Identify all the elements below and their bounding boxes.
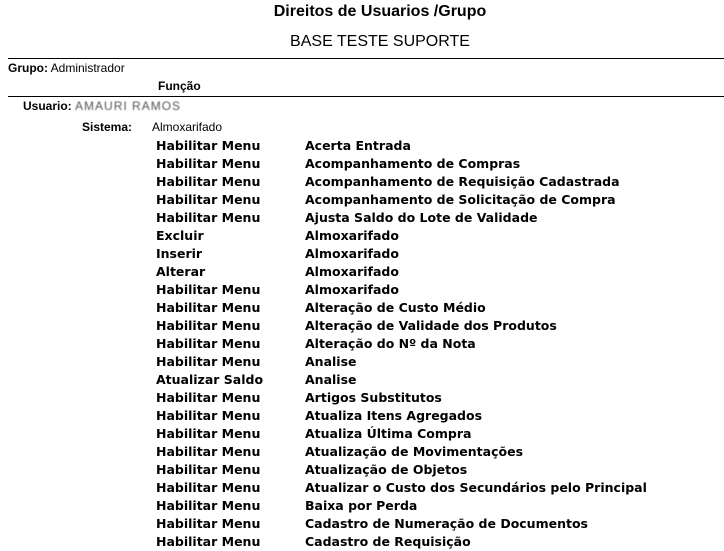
- function-name: Habilitar Menu: [156, 318, 261, 333]
- function-name: Habilitar Menu: [156, 480, 261, 495]
- menu-description: Acompanhamento de Compras: [305, 156, 521, 171]
- function-name: Habilitar Menu: [156, 498, 261, 513]
- function-name: Habilitar Menu: [156, 408, 261, 423]
- function-name: Habilitar Menu: [156, 174, 261, 189]
- list-item: [156, 515, 647, 533]
- menu-description: Baixa por Perda: [305, 498, 418, 513]
- menu-description: Almoxarifado: [305, 246, 399, 261]
- menu-description: Acerta Entrada: [305, 138, 411, 153]
- list-item: [156, 407, 647, 425]
- menu-description: Almoxarifado: [305, 264, 399, 279]
- list-item: [156, 353, 647, 371]
- list-item: [156, 461, 647, 479]
- column-divider: [8, 96, 724, 97]
- list-item: [156, 317, 647, 335]
- function-name: Habilitar Menu: [156, 390, 261, 405]
- function-name: Habilitar Menu: [156, 516, 261, 531]
- group-label: Grupo:: [8, 61, 48, 75]
- function-name: Habilitar Menu: [156, 300, 261, 315]
- menu-description: Cadastro de Numeração de Documentos: [305, 516, 588, 531]
- function-name: Habilitar Menu: [156, 462, 261, 477]
- group-value: Administrador: [50, 61, 125, 75]
- menu-description: Atualizar o Custo dos Secundários pelo Principal: [305, 480, 647, 495]
- menu-description: Artigos Substitutos: [305, 390, 442, 405]
- function-name: Habilitar Menu: [156, 336, 261, 351]
- function-name: Excluir: [156, 228, 204, 243]
- header-divider: [8, 58, 724, 59]
- report-title: Direitos de Usuarios /Grupo: [273, 3, 487, 20]
- menu-description: Alteração de Custo Médio: [305, 300, 486, 315]
- list-item: [156, 263, 647, 281]
- system-row: [82, 120, 222, 134]
- menu-description: Acompanhamento de Solicitação de Compra: [305, 192, 616, 207]
- menu-description: Acompanhamento de Requisição Cadastrada: [305, 174, 620, 189]
- list-item: [156, 533, 647, 551]
- system-label: Sistema:: [82, 120, 133, 134]
- list-item: [156, 281, 647, 299]
- list-item: [156, 299, 647, 317]
- menu-description: Atualiza Itens Agregados: [305, 408, 483, 423]
- menu-description: Analise: [305, 354, 357, 369]
- menu-description: Almoxarifado: [305, 228, 399, 243]
- list-item: [156, 389, 647, 407]
- function-name: Atualizar Saldo: [156, 372, 264, 387]
- report-subtitle: BASE TESTE SUPORTE: [290, 33, 470, 50]
- menu-description: Analise: [305, 372, 357, 387]
- list-item: [156, 155, 647, 173]
- function-name: Habilitar Menu: [156, 444, 261, 459]
- function-name: Habilitar Menu: [156, 138, 261, 153]
- function-name: Habilitar Menu: [156, 354, 261, 369]
- list-item: [156, 335, 647, 353]
- list-item: [156, 227, 647, 245]
- user-row: [23, 99, 181, 113]
- function-name: Habilitar Menu: [156, 534, 261, 549]
- menu-description: Atualização de Objetos: [305, 462, 468, 477]
- rights-list: [156, 137, 647, 551]
- list-item: [156, 425, 647, 443]
- function-name: Habilitar Menu: [156, 426, 261, 441]
- function-name: Inserir: [156, 246, 203, 261]
- function-name: Habilitar Menu: [156, 210, 261, 225]
- list-item: [156, 371, 647, 389]
- function-name: Alterar: [156, 264, 206, 279]
- user-value: AMAURI RAMOS: [75, 99, 182, 113]
- menu-description: Atualização de Movimentações: [305, 444, 524, 459]
- list-item: [156, 479, 647, 497]
- menu-description: Alteração do Nº da Nota: [305, 336, 476, 351]
- menu-description: Alteração de Validade dos Produtos: [305, 318, 557, 333]
- menu-description: Cadastro de Requisição: [305, 534, 471, 549]
- list-item: [156, 209, 647, 227]
- user-label: Usuario:: [23, 99, 72, 113]
- menu-description: Ajusta Saldo do Lote de Validade: [305, 210, 538, 225]
- list-item: [156, 191, 647, 209]
- list-item: [156, 245, 647, 263]
- function-name: Habilitar Menu: [156, 282, 261, 297]
- function-name: Habilitar Menu: [156, 156, 261, 171]
- list-item: [156, 173, 647, 191]
- menu-description: Almoxarifado: [305, 282, 399, 297]
- system-value: Almoxarifado: [152, 120, 223, 134]
- list-item: [156, 443, 647, 461]
- funcao-header: Função: [158, 79, 201, 93]
- function-name: Habilitar Menu: [156, 192, 261, 207]
- menu-description: Atualiza Última Compra: [305, 426, 472, 441]
- group-row: [8, 61, 125, 75]
- list-item: [156, 137, 647, 155]
- list-item: [156, 497, 647, 515]
